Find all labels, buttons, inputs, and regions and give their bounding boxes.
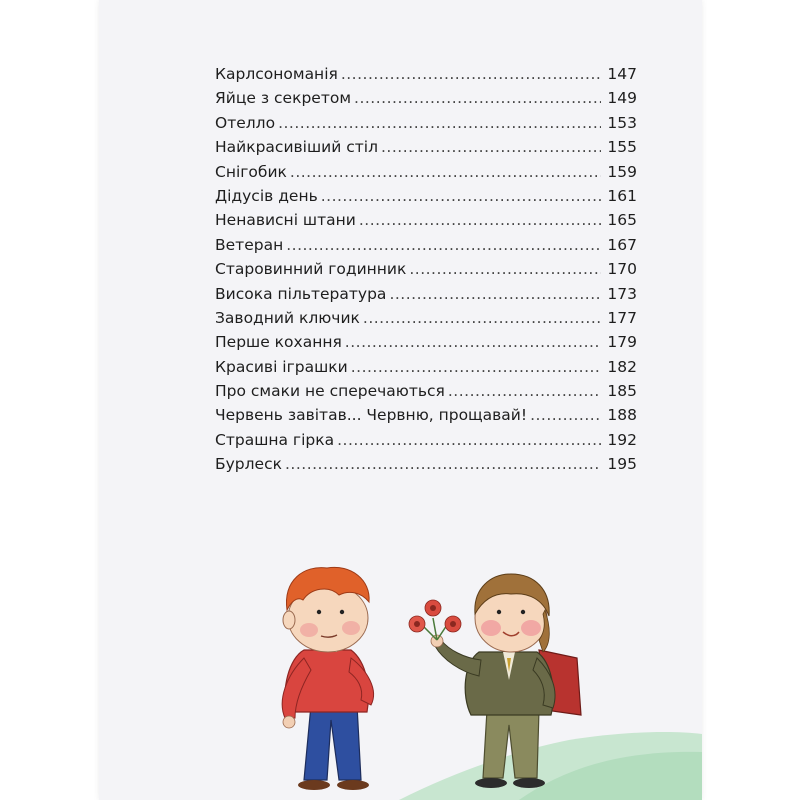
children-illustration — [99, 540, 702, 800]
toc-entry-title: Червень завітав... Червню, прощавай! — [215, 406, 528, 425]
table-of-contents — [215, 62, 637, 477]
toc-entry-title: Карлсономанія — [215, 65, 338, 83]
toc-entry-page: 159 — [607, 162, 637, 181]
toc-entry — [215, 160, 637, 184]
toc-entry — [215, 452, 637, 476]
toc-dot-leader — [345, 330, 602, 354]
toc-entry-title: Снігобик — [215, 162, 287, 181]
toc-entry-title: Про смаки не сперечаються — [215, 382, 445, 401]
toc-entry-title: Дідусів день — [215, 186, 318, 205]
toc-entry-title: Страшна гірка — [215, 430, 335, 449]
toc-entry-page: 185 — [607, 382, 637, 401]
toc-dot-leader — [321, 184, 602, 208]
toc-entry-title: Яйце з секретом — [215, 89, 352, 108]
toc-dot-leader — [278, 111, 601, 135]
toc-dot-leader — [351, 355, 602, 379]
toc-entry-page: 179 — [607, 333, 637, 352]
toc-entry-title: Заводний ключик — [215, 308, 360, 327]
toc-entry-page: 192 — [607, 430, 637, 449]
toc-dot-leader — [530, 403, 601, 427]
toc-entry — [215, 403, 637, 427]
toc-entry-page: 153 — [607, 113, 637, 132]
toc-entry-page: 165 — [607, 211, 637, 230]
toc-dot-leader — [341, 62, 602, 86]
toc-entry-title: Ненависні штани — [215, 211, 356, 230]
book-page — [99, 0, 702, 800]
toc-entry — [215, 306, 637, 330]
toc-entry-title: Найкрасивіший стіл — [215, 138, 378, 157]
toc-entry-page: 188 — [607, 406, 637, 425]
toc-entry-page: 147 — [607, 65, 637, 83]
toc-entry — [215, 208, 637, 232]
toc-entry — [215, 282, 637, 306]
toc-entry-title: Старовинний годинник — [215, 260, 407, 279]
toc-dot-leader — [290, 160, 602, 184]
toc-entry-page: 195 — [607, 455, 637, 474]
toc-entry — [215, 379, 637, 403]
toc-entry — [215, 111, 637, 135]
toc-entry — [215, 135, 637, 159]
toc-entry-title: Ветеран — [215, 235, 284, 254]
toc-entry-title: Висока пільтература — [215, 284, 387, 303]
toc-entry-title: Бурлеск — [215, 455, 282, 474]
toc-dot-leader — [381, 135, 601, 159]
toc-dot-leader — [286, 233, 601, 257]
red-haired-boy-icon — [282, 567, 373, 790]
toc-entry-page: 167 — [607, 235, 637, 254]
toc-entry — [215, 257, 637, 281]
toc-dot-leader — [354, 86, 601, 110]
toc-dot-leader — [337, 428, 601, 452]
toc-entry-page: 155 — [607, 138, 637, 157]
toc-entry-title: Красиві іграшки — [215, 357, 348, 376]
toc-dot-leader — [389, 282, 601, 306]
toc-entry — [215, 86, 637, 110]
flowers-icon — [409, 600, 461, 640]
toc-entry-page: 173 — [607, 284, 637, 303]
toc-dot-leader — [359, 208, 602, 232]
toc-entry — [215, 62, 637, 86]
toc-entry — [215, 355, 637, 379]
toc-dot-leader — [285, 452, 601, 476]
toc-entry-title: Перше кохання — [215, 333, 342, 352]
toc-entry-page: 161 — [607, 186, 637, 205]
toc-entry-page: 182 — [607, 357, 637, 376]
toc-entry-page: 177 — [607, 308, 637, 327]
toc-entry — [215, 428, 637, 452]
toc-dot-leader — [409, 257, 601, 281]
toc-entry-title: Отелло — [215, 113, 276, 132]
toc-entry-page: 170 — [607, 260, 637, 279]
toc-dot-leader — [363, 306, 602, 330]
toc-dot-leader — [448, 379, 602, 403]
toc-entry — [215, 184, 637, 208]
toc-entry — [215, 330, 637, 354]
toc-entry — [215, 233, 637, 257]
toc-entry-page: 149 — [607, 89, 637, 108]
